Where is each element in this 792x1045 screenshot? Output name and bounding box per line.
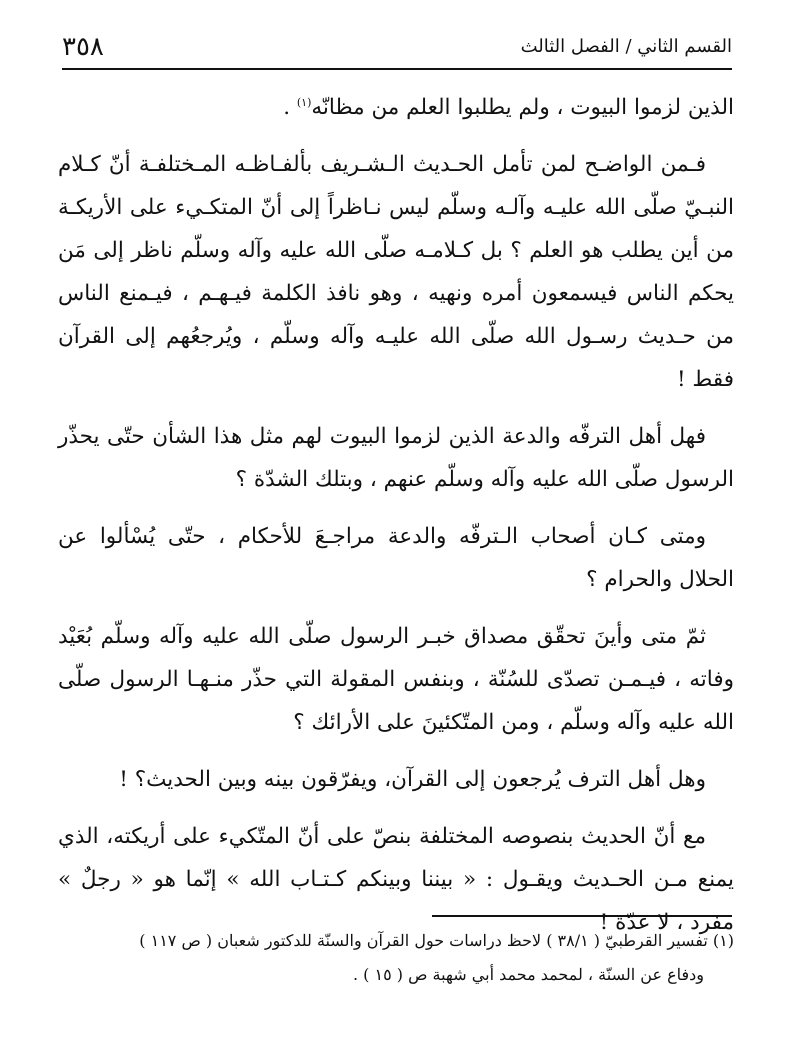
paragraph: فـمن الواضـح لمن تأمل الحـديث الـشـريف بألفـاظـه المـختلفـة أنّ كـلام النبـيّ صلّى الله عليـه وآلـه وسلّم ليس نـاظراً إلى أنّ المتكـيء على الأريكـة من أين يطلب هو العلم ؟ بل كـلامـه صلّى الله عليه وآله وسلّم ناظر إلى مَن يحكم الناس فيسمعون أمره ونهيه ، وهو نافذ الكلمة فيـهـم ، فيـمنع الناس من حـديث رسـول الله صلّى الله عليـه وآله وسلّم ، ويُرجعُهم إلى القرآن فقط !	[58, 152, 734, 392]
paragraph: مع أنّ الحديث بنصوصه المختلفة بنصّ على أنّ المتّكيء على أريكته، الذي يمنع مـن الحـديث ويقـول : « بيننا وبينكم كـتـاب الله » إنّما هو « رجلٌ » مفرد ، لا عدّة !	[58, 824, 734, 935]
footnote-line: ودفاع عن السنّة ، لمحمد محمد أبي شهبة ص ( ١٥ ) .	[352, 965, 704, 984]
running-head: القسم الثاني / الفصل الثالث	[520, 36, 732, 57]
footnote-line: (١) تفسير القرطبيّ ( ٣٨/١ ) لاحظ دراسات حول القرآن والسنّة للدكتور شعبان ( ص ١١٧ )	[139, 931, 734, 950]
footnote-ref: (١)	[296, 95, 312, 109]
footnotes	[58, 924, 734, 992]
paragraph: ومتى كـان أصحاب الـترفّه والدعة مراجـعَ للأحكام ، حتّى يُسْألوا عن الحلال والحرام ؟	[58, 524, 734, 592]
paragraph-text: الذين لزموا البيوت ، ولم يطلبوا العلم من مظانّه	[311, 95, 734, 120]
page-header	[62, 22, 732, 70]
paragraph	[58, 86, 734, 129]
paragraph: فهل أهل الترفّه والدعة الذين لزموا البيوت لهم مثل هذا الشأن حتّى يحذّر الرسول صلّى الله عليه وآله وسلّم عنهم ، وبتلك الشدّة ؟	[58, 424, 734, 492]
page-number: ٣٥٨	[62, 32, 104, 62]
footnote-separator	[432, 915, 732, 917]
paragraph-end: .	[283, 95, 291, 120]
paragraph: وهل أهل الترف يُرجعون إلى القرآن، ويفرّقون بينه وبين الحديث؟ !	[119, 767, 706, 792]
paragraph: ثمّ متى وأينَ تحقّق مصداق خبـر الرسول صلّى الله عليه وآله وسلّم بُعَيْد وفاته ، فيـمـن تصدّى للسُنّة ، وبنفس المقولة التي حذّر منـهـا الرسول صلّى الله عليه وآله وسلّم ، ومن المتّكئينَ على الأرائك ؟	[58, 624, 734, 735]
main-text	[58, 86, 734, 958]
